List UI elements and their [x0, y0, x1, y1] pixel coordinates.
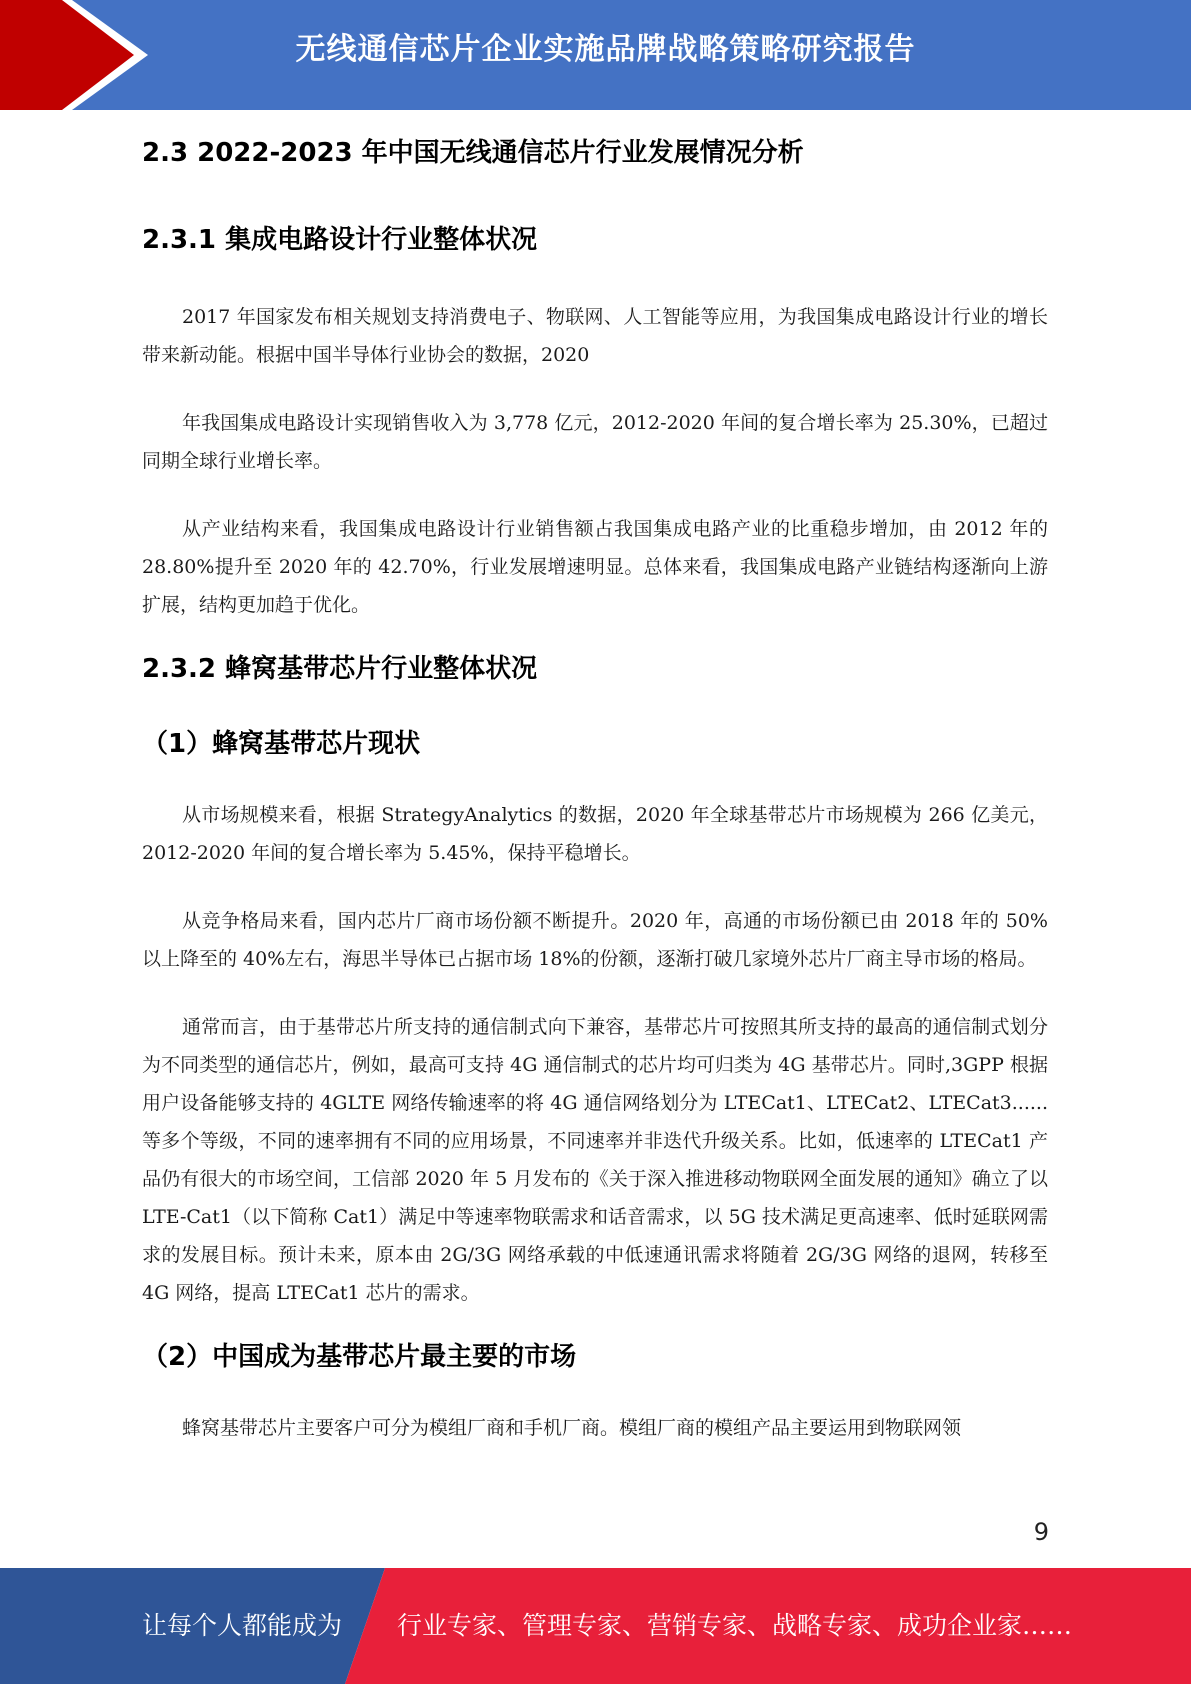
subsection-heading-1: （1）蜂窝基带芯片现状	[142, 729, 421, 759]
section-heading-2-3: 2.3 2022-2023 年中国无线通信芯片行业发展情况分析	[142, 138, 804, 168]
document-body	[142, 125, 1048, 1447]
report-title: 无线通信芯片企业实施品牌战略策略研究报告	[295, 32, 916, 67]
footer-slogan-right: 行业专家、管理专家、营销专家、战略专家、成功企业家……	[397, 1611, 1073, 1640]
paragraph: 年我国集成电路设计实现销售收入为 3,778 亿元，2012-2020 年间的复合增长率为 25.30%，已超过同期全球行业增长率。	[142, 412, 1048, 472]
paragraph: 通常而言，由于基带芯片所支持的通信制式向下兼容，基带芯片可按照其所支持的最高的通信制式划分为不同类型的通信芯片，例如，最高可支持 4G 通信制式的芯片均可归类为 4G 基带芯片。同时,3GPP 根据用户设备能够支持的 4GLTE 网络传输速率的将 4G 通信网络划分为 LTECat1、LTECat2、LTECat3......等多个等级，不同的速率拥有不同的应用场景，不同速率并非迭代升级关系。比如，低速率的 LTECat1 产品仍有很大的市场空间，工信部 2020 年 5 月发布的《关于深入推进移动物联网全面发展的通知》确立了以 LTE-Cat1（以下简称 Cat1）满足中等速率物联需求和话音需求，以 5G 技术满足更高速率、低时延联网需求的发展目标。预计未来，原本由 2G/3G 网络承载的中低速通讯需求将随着 2G/3G 网络的退网，转移至 4G 网络，提高 LTECat1 芯片的需求。	[142, 1016, 1048, 1304]
page-header	[0, 0, 1191, 110]
paragraph: 从产业结构来看，我国集成电路设计行业销售额占我国集成电路产业的比重稳步增加，由 2012 年的 28.80%提升至 2020 年的 42.70%，行业发展增速明显。总体来看，我国集成电路产业链结构逐渐向上游扩展，结构更加趋于优化。	[142, 518, 1048, 616]
section-heading-2-3-1: 2.3.1 集成电路设计行业整体状况	[142, 225, 538, 255]
paragraph: 从市场规模来看，根据 StrategyAnalytics 的数据，2020 年全球基带芯片市场规模为 266 亿美元，2012-2020 年间的复合增长率为 5.45%，保持平稳增长。	[142, 804, 1048, 864]
subsection-heading-2: （2）中国成为基带芯片最主要的市场	[142, 1342, 577, 1372]
page-number: 9	[1033, 1518, 1049, 1546]
section-heading-2-3-2: 2.3.2 蜂窝基带芯片行业整体状况	[142, 654, 538, 684]
footer-slogan-left: 让每个人都能成为	[142, 1611, 343, 1640]
page-footer	[0, 1568, 1191, 1684]
paragraph: 蜂窝基带芯片主要客户可分为模组厂商和手机厂商。模组厂商的模组产品主要运用到物联网领	[182, 1417, 962, 1439]
paragraph: 从竞争格局来看，国内芯片厂商市场份额不断提升。2020 年，高通的市场份额已由 2018 年的 50%以上降至的 40%左右，海思半导体已占据市场 18%的份额，逐渐打破几家境外芯片厂商主导市场的格局。	[142, 910, 1048, 970]
paragraph: 2017 年国家发布相关规划支持消费电子、物联网、人工智能等应用，为我国集成电路设计行业的增长带来新动能。根据中国半导体行业协会的数据，2020	[142, 306, 1048, 366]
